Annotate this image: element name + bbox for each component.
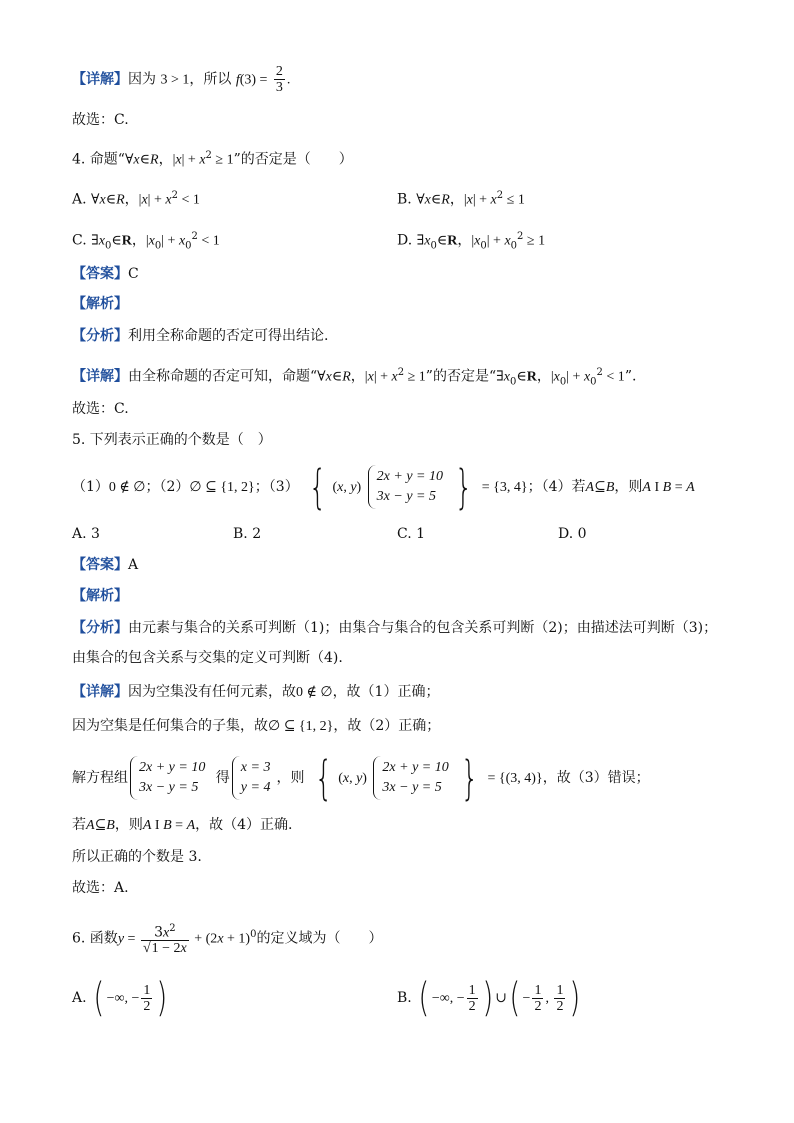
q5-detail-1: 【详解】因为空集没有任何元素，故0 ∉ ∅，故（1）正确； — [72, 684, 440, 700]
q3-detail-line: 【详解】因为 3 > 1，所以 f(3) = $\frac{2}{3}$ . — [72, 64, 291, 95]
q5-detail-2: 因为空集是任何集合的子集，故∅ ⊆ {1, 2}，故（2）正确； — [72, 718, 441, 734]
q5-stem: 5. 下列表示正确的个数是（ ） — [72, 432, 272, 448]
q5-count: 所以正确的个数是 3. — [72, 849, 202, 865]
q4-choose: 故选：C. — [72, 401, 129, 417]
q4-detail: 【详解】由全称命题的否定可知，命题“∀x∈R，$|x| + x^2 \ge 1$”的否定是“$\exists x_0\in R$，$|x_0| + x_0^2 < 1$”. — [72, 367, 637, 388]
q5-detail-4: 若A⊆B，则A I B = A，故（4）正确. — [72, 817, 293, 833]
q5-items: （1）0 ∉ ∅；（2）∅ ⊆ {1, 2}；（3） { (x, y) 2x + y = 10 3x − y = 5 } = {3, 4}；（4）若A⊆B，则A I B = A — [72, 460, 695, 514]
q5-detail-3: 解方程组 2x + y = 10 3x − y = 5 得 x = 3 y = 4 ，则 { (x, y) 2x + y = 10 3x − y = 5 } = {(3, 4)}，故（3）错误； — [72, 751, 650, 805]
q5-answer: 【答案】A — [72, 557, 139, 573]
q5-option-a: A. 3 — [72, 526, 100, 542]
q4-analysis-tag: 【解析】 — [72, 296, 128, 312]
q5-option-d: D. 0 — [558, 526, 587, 542]
q5-fenxi-2: 由集合的包含关系与交集的定义可判断（4). — [72, 650, 343, 666]
q4-option-b: B. ∀x∈R，$|x| + x^2 \le 1$ — [397, 190, 525, 208]
q4-option-a: A. ∀x∈R，$|x| + x^2 < 1$ — [72, 190, 200, 208]
q4-option-d: D. $\exists x_0\in R$，$|x_0| + x_0^2 \ge 1$ — [397, 231, 546, 252]
q5-option-b: B. 2 — [233, 526, 262, 542]
q6-option-a: A. ( −∞, − $\frac{1}{2}$ ) — [72, 975, 168, 1021]
q3-choose: 故选：C. — [72, 112, 129, 128]
q5-choose: 故选：A. — [72, 880, 129, 896]
q4-stem: 4. 命题“∀x∈R，$|x| + x^2 \ge 1$”的否定是（ ） — [72, 150, 353, 168]
q5-fenxi-1: 【分析】由元素与集合的关系可判断（1)；由集合与集合的包含关系可判断（2)；由描述法可判断（3)； — [72, 620, 718, 636]
q5-analysis-tag: 【解析】 — [72, 588, 128, 604]
q4-fenxi: 【分析】利用全称命题的否定可得出结论. — [72, 328, 329, 344]
q6-option-b: B. ( −∞, − $\frac{1}{2}$ ) ∪( − $\frac{1}{2}$ , $\frac{1}{2}$ ) — [397, 975, 581, 1021]
q5-option-c: C. 1 — [397, 526, 426, 542]
fraction: $\frac{2}{3}$ — [275, 64, 283, 95]
q6-stem: 6. 函数y = $\frac{3x^2}{√1 - 2x}$ + $(2x + 1)^0$的定义域为（ ） — [72, 922, 383, 957]
q4-option-c: C. $\exists x_0\in R$，$|x_0| + x_0^2 < 1$ — [72, 231, 220, 252]
q4-answer: 【答案】C — [72, 266, 139, 282]
fraction: $\frac{3x^2}{√1 - 2x}$ — [142, 922, 187, 957]
detail-tag: 【详解】 — [72, 71, 128, 88]
